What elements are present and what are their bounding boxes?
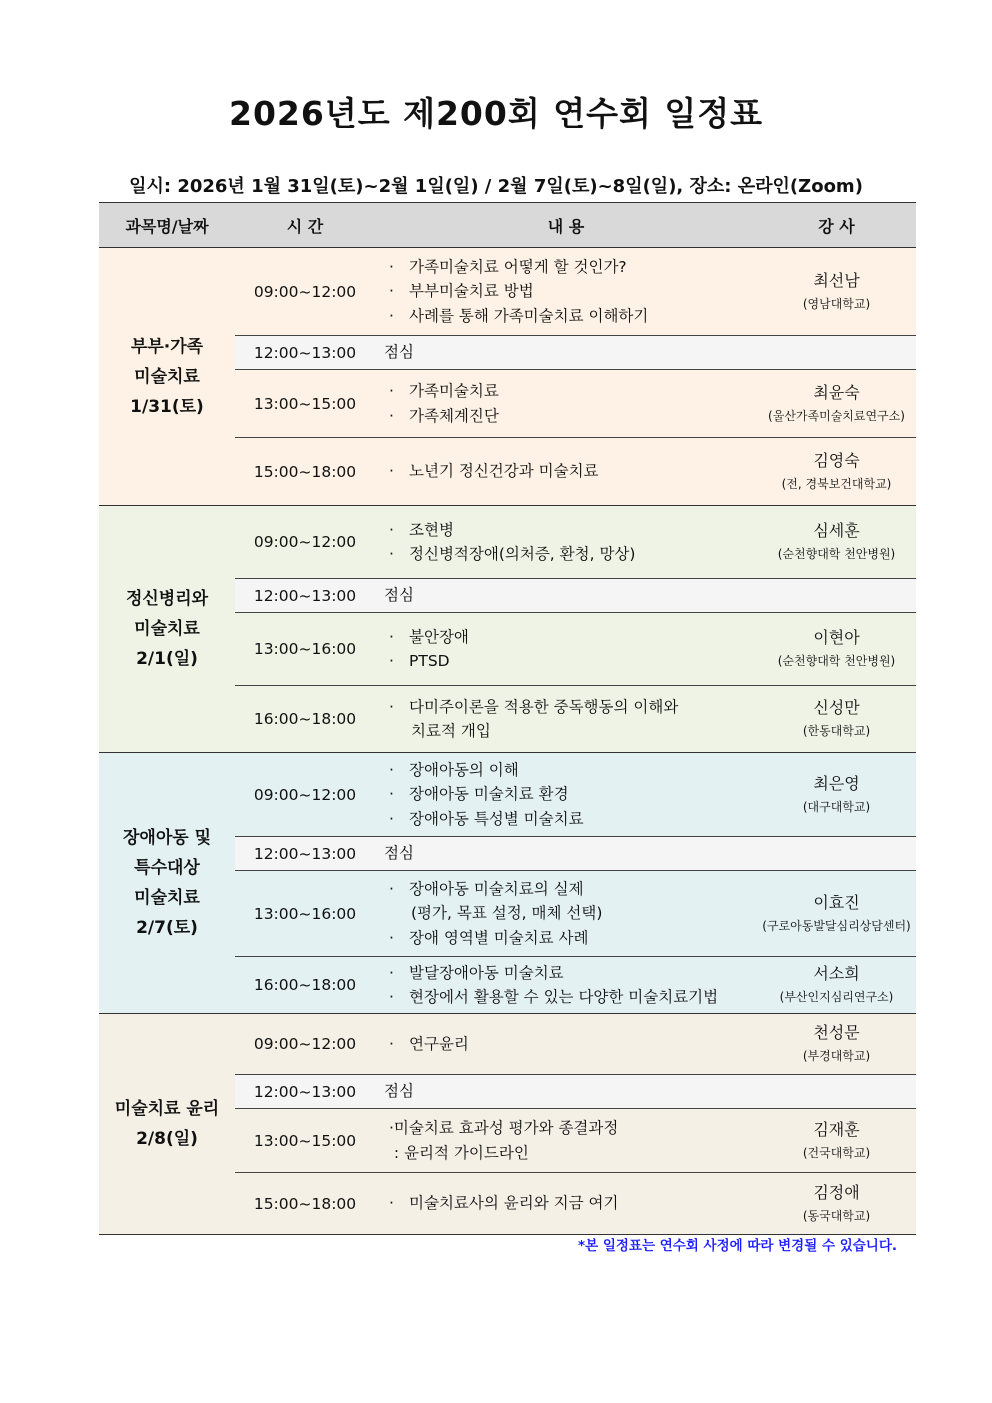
bullet-icon: ·: [389, 1194, 394, 1213]
lecturer-affiliation: (전, 경북보건대학교): [781, 476, 892, 491]
bullet-icon: ·: [389, 988, 394, 1006]
lecturer-cell: [757, 438, 916, 506]
bullet-icon: ·: [389, 382, 394, 400]
content-text: 연구윤리: [409, 1034, 469, 1053]
content-item: [389, 625, 757, 650]
lecturer-name: 김정애: [813, 1182, 860, 1202]
content-item: [389, 542, 757, 567]
bullet-icon: ·: [389, 697, 394, 716]
table-row: [99, 753, 916, 837]
schedule-info: 일시: 2026년 1월 31일(토)~2월 1일(일) / 2월 7일(토)~8일(일), 장소: 온라인(Zoom): [129, 176, 863, 197]
content-text: 장애아동 미술치료 환경: [409, 785, 569, 804]
content-continuation: [389, 719, 757, 744]
content-cell: [375, 1173, 757, 1235]
bullet-icon: ·: [389, 760, 394, 779]
table-row: [99, 248, 916, 336]
change-notice: *본 일정표는 연수회 사정에 따라 변경될 수 있습니다.: [578, 1238, 897, 1254]
lecturer-name: 이효진: [813, 892, 860, 912]
content-text: 미술치료사의 윤리와 지금 여기: [409, 1194, 619, 1213]
header-lecturer: 강 사: [757, 203, 916, 248]
content-text: PTSD: [409, 652, 450, 670]
lecturer-cell: [757, 957, 916, 1014]
lunch-cell: [375, 1075, 916, 1109]
content-text: 조현병: [409, 520, 454, 539]
bullet-icon: ·: [389, 406, 394, 425]
content-text: 장애아동 특성별 미술치료: [409, 809, 584, 828]
time-cell: 13:00~16:00: [235, 613, 375, 686]
content-cell: [375, 1014, 757, 1075]
time-cell: 09:00~12:00: [235, 1014, 375, 1075]
content-cell: [375, 370, 757, 438]
lunch-label: 점심: [384, 844, 414, 863]
subject-line: 2/1(일): [136, 649, 198, 669]
lunch-label: 점심: [384, 343, 414, 362]
content-item: [389, 926, 757, 951]
lunch-cell: [375, 579, 916, 613]
content-text: 가족체계진단: [409, 406, 499, 425]
lecturer-name: 김영숙: [813, 450, 860, 470]
content-cell: [375, 248, 757, 336]
content-item: [389, 1116, 757, 1141]
content-text: 발달장애아동 미술치료: [409, 963, 564, 982]
lecturer-affiliation: (건국대학교): [802, 1145, 871, 1160]
subject-line: 미술치료: [134, 366, 200, 387]
lunch-cell: [375, 837, 916, 871]
table-row: [99, 1014, 916, 1075]
content-text: : 윤리적 가이드라인: [389, 1143, 529, 1162]
content-cell: [375, 957, 757, 1014]
content-item: [389, 459, 757, 484]
page-title: 2026년도 제200회 연수회 일정표: [229, 94, 763, 133]
bullet-icon: ·: [389, 879, 394, 898]
content-item: [389, 404, 757, 429]
time-cell: 09:00~12:00: [235, 248, 375, 336]
time-cell: 16:00~18:00: [235, 686, 375, 753]
subject-cell: [99, 248, 235, 506]
time-cell: 12:00~13:00: [235, 837, 375, 871]
content-cell: [375, 438, 757, 506]
schedule-table: [99, 202, 916, 1235]
lecturer-name: 최선남: [813, 270, 860, 290]
content-item: [389, 1191, 757, 1216]
bullet-icon: ·: [389, 627, 394, 646]
lecturer-cell: [757, 1109, 916, 1173]
bullet-icon: ·: [389, 809, 394, 828]
lunch-label: 점심: [384, 1082, 414, 1101]
bullet-icon: ·: [389, 928, 394, 947]
lecturer-cell: [757, 370, 916, 438]
lecturer-affiliation: (순천향대학 천안병원): [777, 654, 896, 668]
content-text: 부부미술치료 방법: [409, 282, 534, 301]
header-row: [99, 203, 916, 248]
subject-line: 미술치료 윤리: [114, 1099, 220, 1119]
subject-line: 특수대상: [134, 858, 200, 878]
bullet-icon: ·: [389, 1034, 394, 1053]
time-cell: 13:00~15:00: [235, 1109, 375, 1173]
lecturer-affiliation: (영남대학교): [802, 296, 871, 311]
header-subject: 과목명/날짜: [99, 203, 235, 248]
lecturer-name: 김재훈: [813, 1119, 860, 1139]
lecturer-affiliation: (동국대학교): [802, 1208, 871, 1223]
lecturer-cell: [757, 1173, 916, 1235]
content-item: [389, 379, 757, 404]
subject-line: 정신병리와: [125, 589, 209, 609]
subject-line: 미술치료: [134, 619, 200, 639]
table-row: [99, 506, 916, 579]
content-text: 사례를 통해 가족미술치료 이해하기: [409, 306, 649, 325]
time-cell: 09:00~12:00: [235, 506, 375, 579]
subject-cell: [99, 506, 235, 753]
lecturer-name: 이현아: [813, 628, 860, 647]
lecturer-name: 천성문: [813, 1023, 860, 1042]
content-text: 가족미술치료 어떻게 할 것인가?: [409, 257, 627, 276]
content-item: [389, 1032, 757, 1057]
content-item: [389, 758, 757, 783]
lecturer-name: 최윤숙: [813, 382, 860, 402]
lecturer-affiliation: (부산인지심리연구소): [779, 990, 894, 1004]
time-cell: 12:00~13:00: [235, 1075, 375, 1109]
lecturer-name: 서소희: [813, 964, 860, 983]
schedule-body: [99, 248, 916, 1235]
bullet-icon: ·: [389, 963, 394, 982]
content-cell: [375, 871, 757, 957]
bullet-icon: ·: [389, 785, 394, 804]
content-item: [389, 518, 757, 543]
subject-cell: [99, 1014, 235, 1235]
content-cell: [375, 753, 757, 837]
lecturer-affiliation: (순천향대학 천안병원): [777, 547, 896, 561]
lecturer-name: 심세훈: [813, 521, 860, 540]
time-cell: 12:00~13:00: [235, 579, 375, 613]
bullet-icon: ·: [389, 545, 394, 563]
content-text: 정신병적장애(의처증, 환청, 망상): [409, 545, 636, 563]
subject-line: 1/31(토): [130, 396, 204, 417]
lecturer-affiliation: (한동대학교): [802, 724, 871, 738]
lecturer-cell: [757, 506, 916, 579]
lecturer-cell: [757, 248, 916, 336]
content-item: [389, 1141, 757, 1166]
time-cell: 13:00~15:00: [235, 370, 375, 438]
time-cell: 13:00~16:00: [235, 871, 375, 957]
bullet-icon: ·: [389, 462, 394, 481]
subject-cell: [99, 753, 235, 1014]
bullet-icon: ·: [389, 282, 394, 301]
lecturer-cell: [757, 871, 916, 957]
lunch-cell: [375, 336, 916, 370]
header-time: 시 간: [235, 203, 375, 248]
content-text: 불안장애: [409, 627, 469, 646]
content-item: [389, 279, 757, 304]
bullet-icon: ·: [389, 520, 394, 539]
content-item: [389, 304, 757, 329]
content-item: [389, 961, 757, 986]
subject-line: 2/8(일): [136, 1129, 198, 1149]
content-text: 가족미술치료: [409, 382, 499, 400]
content-item: [389, 985, 757, 1010]
time-cell: 16:00~18:00: [235, 957, 375, 1014]
bullet-icon: ·: [389, 652, 394, 670]
content-text: 장애 영역별 미술치료 사례: [409, 928, 589, 947]
content-text: 현장에서 활용할 수 있는 다양한 미술치료기법: [409, 988, 719, 1006]
content-text: ·미술치료 효과성 평가와 종결과정: [389, 1119, 619, 1137]
content-item: [389, 649, 757, 674]
content-continuation: [389, 901, 757, 926]
lecturer-name: 최은영: [813, 773, 860, 793]
subject-line: 장애아동 및: [122, 828, 212, 848]
content-text: 장애아동의 이해: [409, 760, 519, 779]
lecturer-affiliation: (울산가족미술치료연구소): [768, 408, 905, 423]
content-cell: [375, 1109, 757, 1173]
content-text: (평가, 목표 설정, 매체 선택): [411, 904, 603, 923]
content-item: [389, 255, 757, 280]
content-item: [389, 807, 757, 832]
lecturer-cell: [757, 1014, 916, 1075]
lecturer-affiliation: (부경대학교): [802, 1049, 871, 1063]
lunch-label: 점심: [384, 586, 414, 605]
lecturer-affiliation: (대구대학교): [802, 799, 871, 814]
lecturer-name: 신성만: [813, 698, 860, 717]
subject-line: 2/7(토): [136, 918, 198, 938]
time-cell: 12:00~13:00: [235, 336, 375, 370]
subject-line: 부부·가족: [130, 336, 204, 357]
content-cell: [375, 686, 757, 753]
content-item: [389, 877, 757, 902]
lecturer-affiliation: (구로아동발달심리상담센터): [762, 918, 911, 933]
content-text: 노년기 정신건강과 미술치료: [409, 462, 599, 481]
time-cell: 15:00~18:00: [235, 438, 375, 506]
lecturer-cell: [757, 613, 916, 686]
header-content: 내 용: [375, 203, 757, 248]
time-cell: 15:00~18:00: [235, 1173, 375, 1235]
content-text: 치료적 개입: [411, 722, 491, 740]
content-text: 다미주이론을 적용한 중독행동의 이해와: [409, 697, 679, 716]
bullet-icon: ·: [389, 257, 394, 276]
lecturer-cell: [757, 686, 916, 753]
content-item: [389, 695, 757, 720]
bullet-icon: ·: [389, 306, 394, 325]
lecturer-cell: [757, 753, 916, 837]
content-cell: [375, 506, 757, 579]
time-cell: 09:00~12:00: [235, 753, 375, 837]
subject-line: 미술치료: [134, 888, 200, 908]
content-text: 장애아동 미술치료의 실제: [409, 879, 584, 898]
content-cell: [375, 613, 757, 686]
content-item: [389, 782, 757, 807]
